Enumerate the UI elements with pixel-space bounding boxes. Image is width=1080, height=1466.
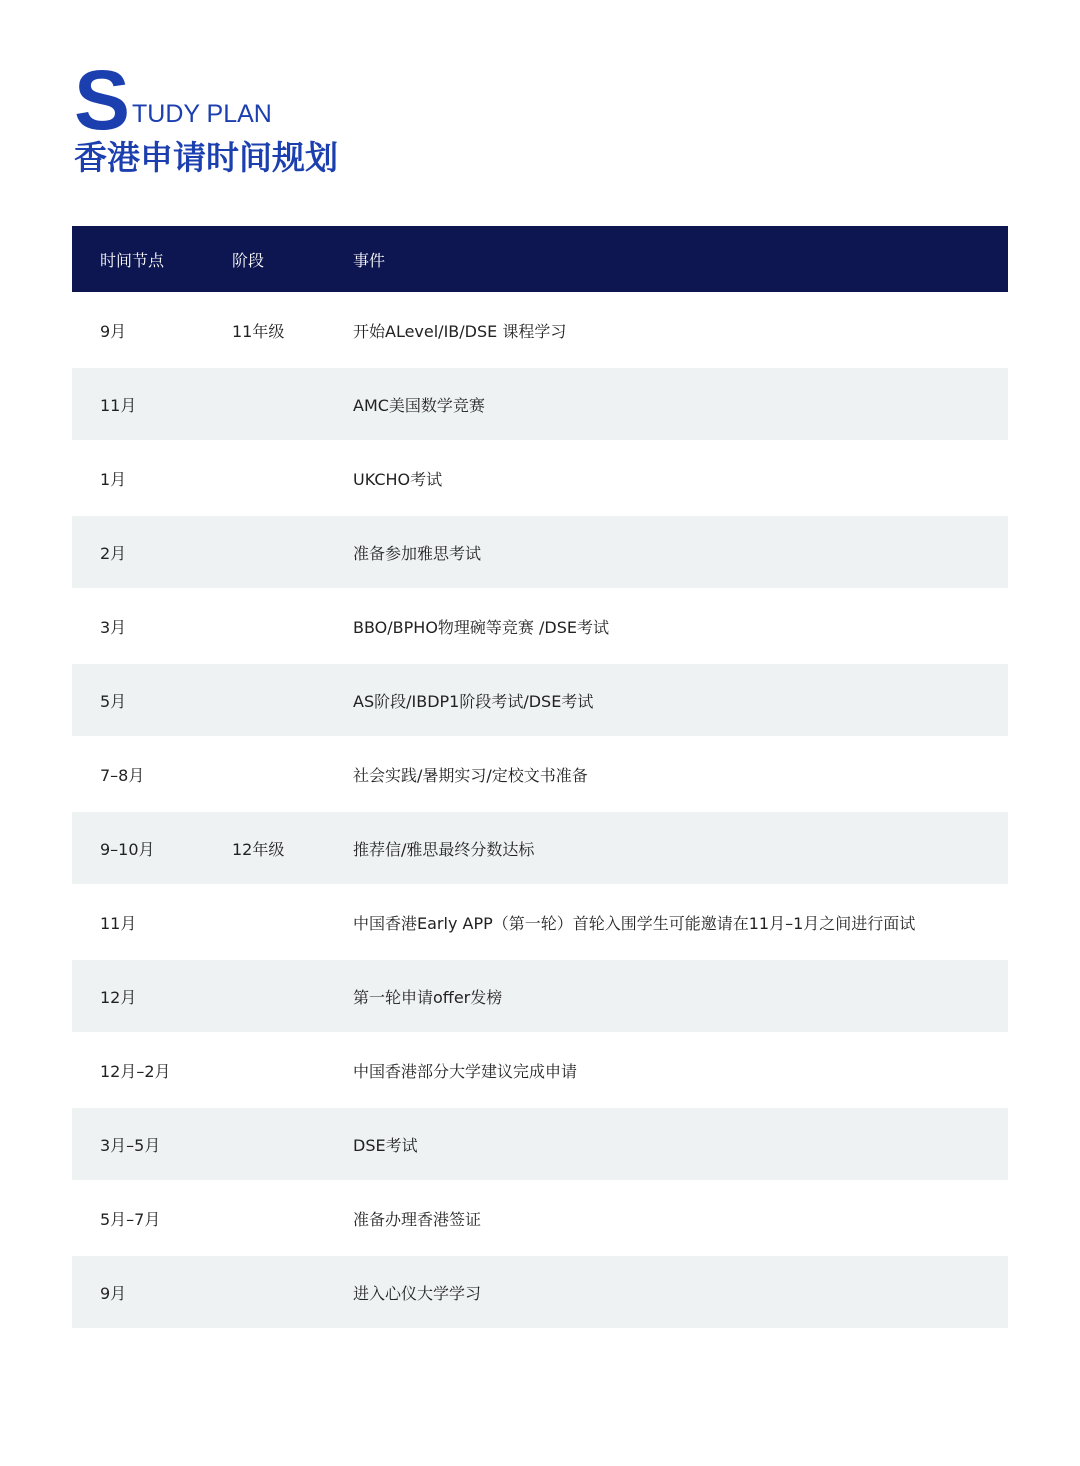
event-cell: UKCHO考试 <box>353 469 443 489</box>
time-cell: 11月 <box>100 913 137 933</box>
table-row <box>72 440 1008 516</box>
time-cell: 9–10月 <box>100 839 155 859</box>
event-cell: BBO/BPHO物理碗等竞赛 /DSE考试 <box>353 617 609 637</box>
stage-cell: 12年级 <box>232 839 285 859</box>
event-cell: 中国香港Early APP（第一轮）首轮入围学生可能邀请在11月–1月之间进行面试 <box>353 913 916 933</box>
event-cell: AS阶段/IBDP1阶段考试/DSE考试 <box>353 691 594 711</box>
time-cell: 7–8月 <box>100 765 145 785</box>
time-cell: 3月 <box>100 617 127 637</box>
table-row <box>72 960 1008 1032</box>
time-cell: 5月 <box>100 691 127 711</box>
time-cell: 12月 <box>100 987 137 1007</box>
time-cell: 9月 <box>100 321 127 341</box>
event-cell: 进入心仪大学学习 <box>353 1283 482 1303</box>
table-row <box>72 1108 1008 1180</box>
table-header <box>72 226 1008 292</box>
brand-subtitle: TUDY PLAN <box>132 100 272 128</box>
page-title: 香港申请时间规划 <box>74 138 338 177</box>
table-row <box>72 1032 1008 1108</box>
event-cell: 开始ALevel/IB/DSE 课程学习 <box>353 321 567 341</box>
event-cell: AMC美国数学竞赛 <box>353 395 485 415</box>
table-row <box>72 516 1008 588</box>
table-row <box>72 588 1008 664</box>
time-cell: 3月–5月 <box>100 1135 161 1155</box>
event-cell: 推荐信/雅思最终分数达标 <box>353 839 535 859</box>
study-plan-table <box>72 226 1008 1328</box>
event-cell: 中国香港部分大学建议完成申请 <box>353 1061 578 1081</box>
table-row <box>72 368 1008 440</box>
event-cell: 社会实践/暑期实习/定校文书准备 <box>353 765 588 785</box>
stage-cell: 11年级 <box>232 321 285 341</box>
event-cell: 准备办理香港签证 <box>353 1209 482 1229</box>
time-cell: 11月 <box>100 395 137 415</box>
column-header-time: 时间节点 <box>100 250 165 270</box>
time-cell: 5月–7月 <box>100 1209 161 1229</box>
column-header-stage: 阶段 <box>232 250 265 270</box>
table-row <box>72 664 1008 736</box>
table-row <box>72 812 1008 884</box>
time-cell: 9月 <box>100 1283 127 1303</box>
column-header-event: 事件 <box>353 250 386 270</box>
time-cell: 12月–2月 <box>100 1061 171 1081</box>
table-row <box>72 292 1008 368</box>
table-row <box>72 1256 1008 1328</box>
event-cell: 第一轮申请offer发榜 <box>353 987 503 1007</box>
time-cell: 1月 <box>100 469 127 489</box>
event-cell: 准备参加雅思考试 <box>353 543 482 563</box>
table-row <box>72 884 1008 960</box>
brand-initial: S <box>74 53 130 147</box>
time-cell: 2月 <box>100 543 127 563</box>
table-row <box>72 1180 1008 1256</box>
event-cell: DSE考试 <box>353 1135 418 1155</box>
table-row <box>72 736 1008 812</box>
